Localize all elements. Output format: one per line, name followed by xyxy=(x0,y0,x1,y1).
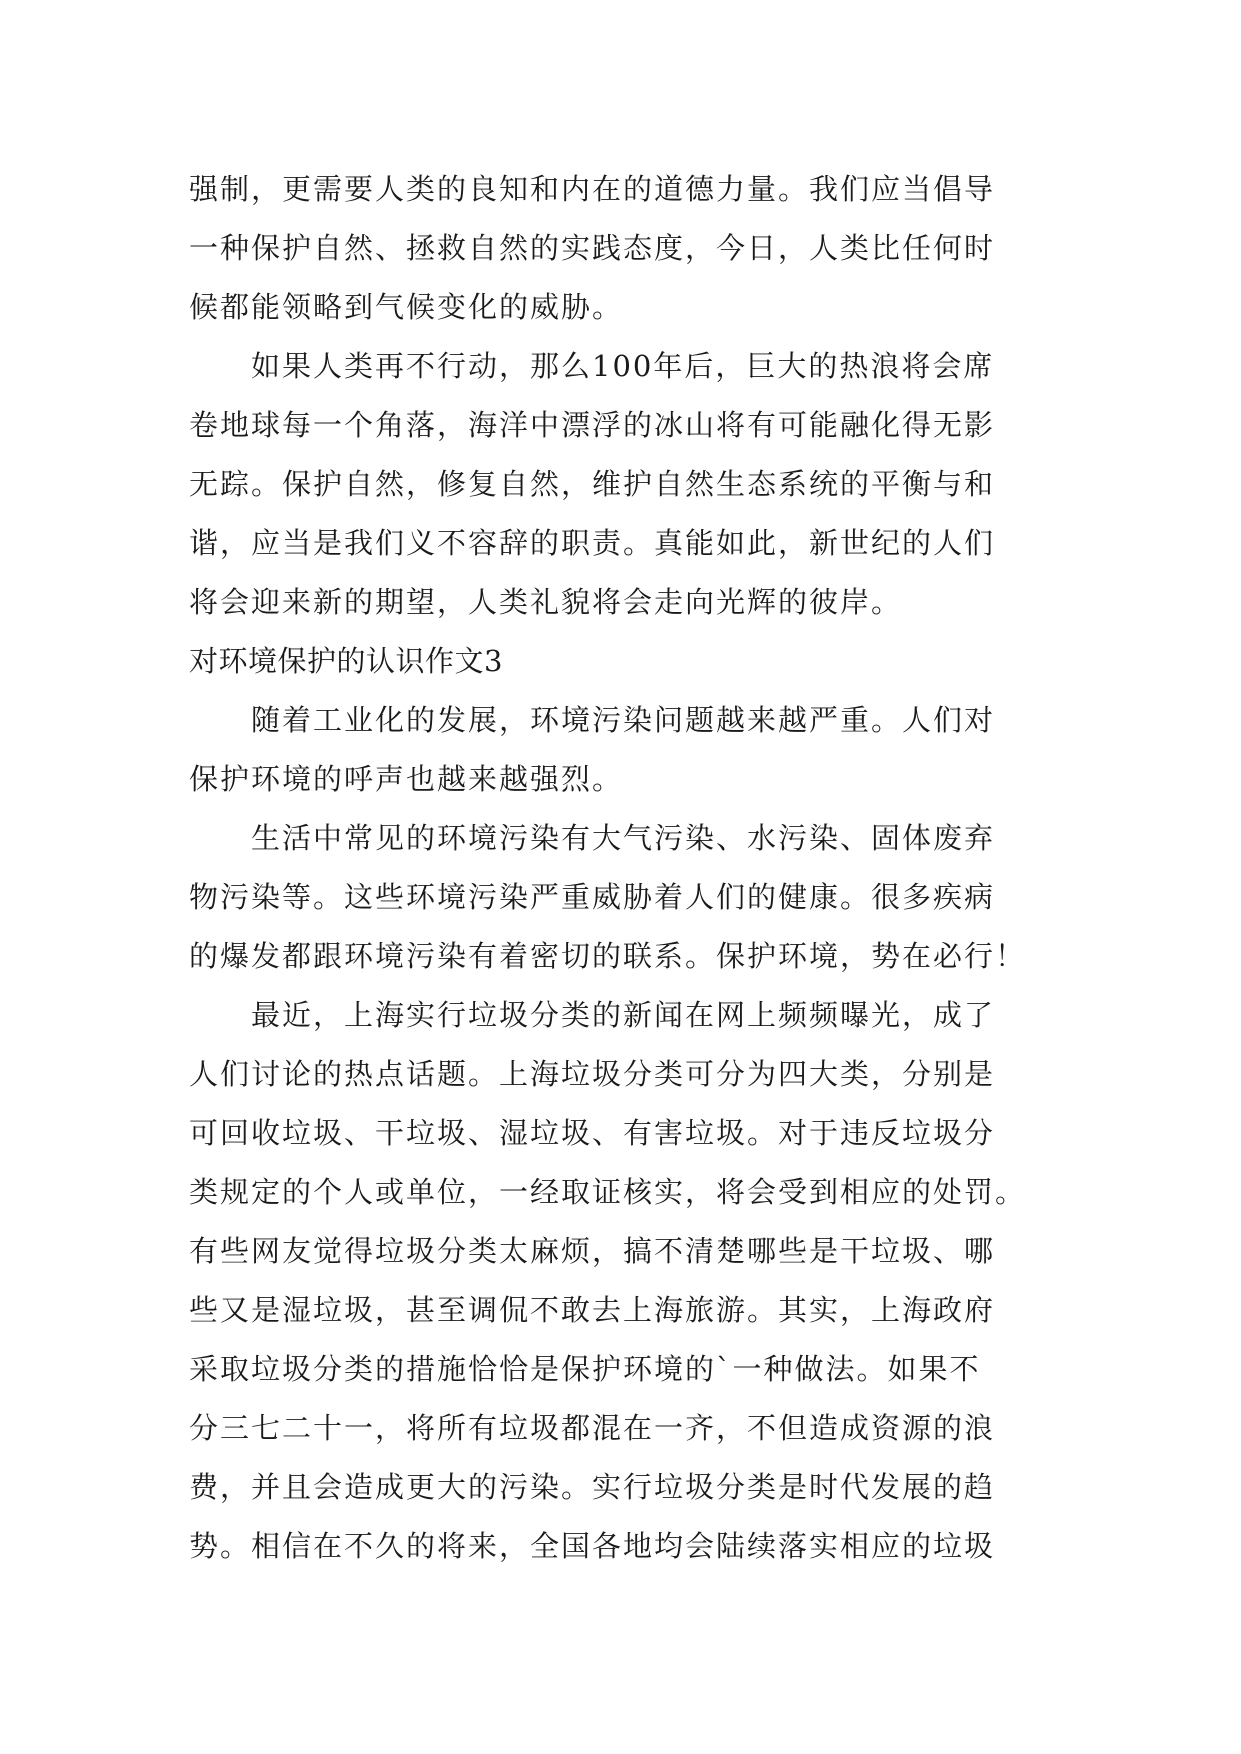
paragraph-first-line: 如果人类再不行动，那么100年后，巨大的热浪将会席 xyxy=(251,349,995,383)
text-line: 采取垃圾分类的措施恰恰是保护环境的`一种做法。如果不 xyxy=(189,1352,981,1386)
text-line: 些又是湿垃圾，甚至调侃不敢去上海旅游。其实，上海政府 xyxy=(189,1293,996,1327)
text-line: 物污染等。这些环境污染严重威胁着人们的健康。很多疾病 xyxy=(189,880,996,914)
text-line: 强制，更需要人类的良知和内在的道德力量。我们应当倡导 xyxy=(189,172,996,206)
text-line: 保护环境的呼声也越来越强烈。 xyxy=(189,762,624,796)
text-line: 势。相信在不久的将来，全国各地均会陆续落实相应的垃圾 xyxy=(189,1529,996,1563)
text-line: 将会迎来新的期望，人类礼貌将会走向光辉的彼岸。 xyxy=(189,585,903,619)
text-line: 类规定的个人或单位，一经取证核实，将会受到相应的处罚。 xyxy=(189,1175,1027,1209)
paragraph-first-line: 随着工业化的发展，环境污染问题越来越严重。人们对 xyxy=(251,703,996,737)
text-line: 候都能领略到气候变化的威胁。 xyxy=(189,290,624,324)
text-line: 一种保护自然、拯救自然的实践态度，今日，人类比任何时 xyxy=(189,231,996,265)
text-line: 谐，应当是我们义不容辞的职责。真能如此，新世纪的人们 xyxy=(189,526,996,560)
text-line: 费，并且会造成更大的污染。实行垃圾分类是时代发展的趋 xyxy=(189,1470,996,1504)
paragraph-first-line: 最近，上海实行垃圾分类的新闻在网上频频曝光，成了 xyxy=(251,998,996,1032)
text-line: 人们讨论的热点话题。上海垃圾分类可分为四大类，分别是 xyxy=(189,1057,996,1091)
text-line: 无踪。保护自然，修复自然，维护自然生态系统的平衡与和 xyxy=(189,467,996,501)
section-heading: 对环境保护的认识作文3 xyxy=(189,644,503,678)
text-line: 分三七二十一，将所有垃圾都混在一齐，不但造成资源的浪 xyxy=(189,1411,996,1445)
text-line: 可回收垃圾、干垃圾、湿垃圾、有害垃圾。对于违反垃圾分 xyxy=(189,1116,996,1150)
text-line: 有些网友觉得垃圾分类太麻烦，搞不清楚哪些是干垃圾、哪 xyxy=(189,1234,996,1268)
paragraph-first-line: 生活中常见的环境污染有大气污染、水污染、固体废弃 xyxy=(251,821,996,855)
text-line: 卷地球每一个角落，海洋中漂浮的冰山将有可能融化得无影 xyxy=(189,408,996,442)
document-body xyxy=(189,160,1049,1576)
text-line: 的爆发都跟环境污染有着密切的联系。保护环境，势在必行！ xyxy=(189,939,1027,973)
